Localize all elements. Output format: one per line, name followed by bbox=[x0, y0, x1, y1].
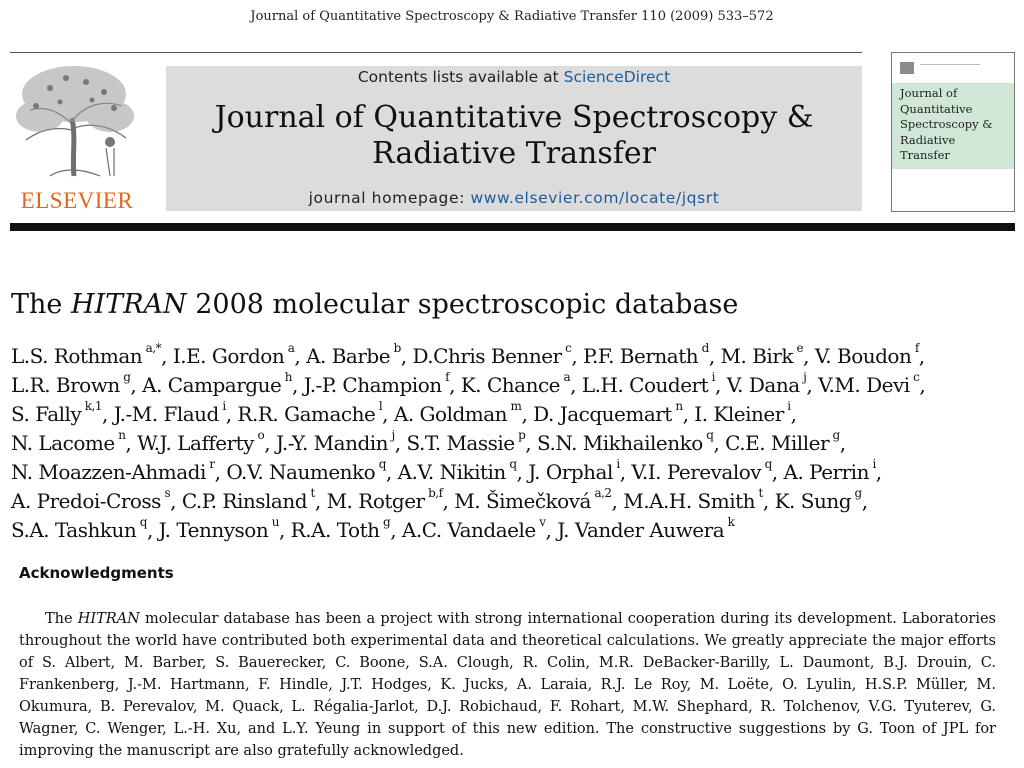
author-name: S. Fally bbox=[11, 402, 82, 426]
author-affiliation[interactable]: o bbox=[257, 428, 265, 443]
author-name: P.F. Bernath bbox=[583, 344, 699, 368]
author-name: V. Boudon bbox=[814, 344, 912, 368]
cover-title-line: Transfer bbox=[900, 148, 950, 162]
title-suffix: 2008 molecular spectroscopic database bbox=[186, 289, 739, 320]
author-name: J. Orphal bbox=[528, 460, 613, 484]
author-name: I.E. Gordon bbox=[172, 344, 285, 368]
author-name: C.P. Rinsland bbox=[181, 489, 308, 513]
author-affiliation[interactable]: c bbox=[913, 370, 920, 385]
contents-line bbox=[166, 68, 862, 86]
author-affiliation[interactable]: g bbox=[854, 486, 862, 501]
author-affiliation[interactable]: r bbox=[209, 457, 215, 472]
sciencedirect-link[interactable]: ScienceDirect bbox=[563, 68, 671, 86]
author-list bbox=[11, 342, 1016, 545]
journal-masthead bbox=[166, 66, 862, 211]
author-affiliation[interactable]: q bbox=[706, 428, 714, 443]
acknowledgments-body bbox=[19, 608, 996, 762]
author-affiliation[interactable]: v bbox=[539, 515, 546, 530]
author-name: L.H. Coudert bbox=[581, 373, 709, 397]
author-line: L.S. Rothman $^{a,*}$, I.E. Gordon $^a$, A. Barbe $^b$, D.Chris Benner $^c$, P.F. Bernath $^d$, M. Birk $^e$, V. Boudon $^f$, bbox=[11, 341, 925, 368]
header-rule bbox=[10, 52, 862, 53]
title-prefix: The bbox=[11, 289, 71, 320]
author-affiliation[interactable]: g bbox=[383, 515, 391, 530]
author-affiliation[interactable]: h bbox=[284, 370, 293, 385]
cover-title-line: Radiative bbox=[900, 132, 956, 147]
author-name: I. Kleiner bbox=[694, 402, 784, 426]
author-affiliation[interactable]: t bbox=[310, 486, 315, 501]
journal-title-line1: Journal of Quantitative Spectroscopy & bbox=[214, 100, 814, 135]
elsevier-tree-icon bbox=[10, 64, 144, 184]
author-name: K. Sung bbox=[774, 489, 852, 513]
author-name: L.S. Rothman bbox=[11, 344, 143, 368]
author-name: A.V. Nikitin bbox=[397, 460, 506, 484]
acknowledgments-heading: Acknowledgments bbox=[19, 564, 174, 582]
author-affiliation[interactable]: i bbox=[711, 370, 715, 385]
author-affiliation[interactable]: e bbox=[796, 341, 804, 356]
author-name: J. Tennyson bbox=[158, 518, 269, 542]
author-affiliation[interactable]: t bbox=[758, 486, 763, 501]
author-affiliation[interactable]: n bbox=[118, 428, 126, 443]
author-name: R.R. Gamache bbox=[237, 402, 376, 426]
author-name: M.A.H. Smith bbox=[623, 489, 756, 513]
author-name: S.N. Mikhailenko bbox=[537, 431, 703, 455]
author-name: A. Campargue bbox=[142, 373, 282, 397]
author-affiliation[interactable]: k bbox=[727, 515, 735, 530]
cover-title bbox=[900, 86, 1012, 164]
author-affiliation[interactable]: m bbox=[510, 399, 522, 414]
author-affiliation[interactable]: g bbox=[123, 370, 131, 385]
author-affiliation[interactable]: a,2 bbox=[594, 486, 612, 501]
author-name: O.V. Naumenko bbox=[226, 460, 376, 484]
ack-rest: molecular database has been a project with strong international cooperation during its development. Laboratories throughout the world have contributed both experimental data and theoretical calculations. We greatly appreciate the major efforts of S. Albert, M. Barber, S. Bauerecker, C. Boone, S.A. Clough, R. Colin, M.R. DeBacker-Barilly, L. Daumont, B.J. Drouin, C. Frankenberg, J.-M. Hartmann, F. Hindle, J.T. Hodges, K. Jucks, A. Laraia, R.J. Le Roy, M. Loëte, O. Lyulin, H.S.P. Müller, M. Okumura, B. Perevalov, M. Quack, L. Régalia-Jarlot, D.J. Robichaud, F. Rohart, M.W. Shephard, R. Tolchenov, V.G. Tyuterev, G. Wagner, C. Wenger, L.-H. Xu, and L.Y. Yeung in support of this new edition. The constructive suggestions by G. Toon of JPL for improving the manuscript are also gratefully acknowledged. bbox=[19, 611, 996, 759]
author-name: A.C. Vandaele bbox=[401, 518, 536, 542]
author-name: C.E. Miller bbox=[725, 431, 829, 455]
author-name: R.A. Toth bbox=[290, 518, 380, 542]
ack-prefix: The bbox=[45, 611, 78, 627]
author-line: A. Predoi-Cross $^s$, C.P. Rinsland $^t$, M. Rotger $^{b,f}$, M. Šimečková $^{a,2}$, M.A.H. Smith $^t$, K. Sung $^g$, bbox=[11, 486, 868, 513]
author-affiliation[interactable]: k,1 bbox=[84, 399, 102, 414]
author-affiliation[interactable]: a,* bbox=[145, 341, 162, 356]
title-italic: HITRAN bbox=[70, 289, 187, 320]
author-affiliation[interactable]: u bbox=[271, 515, 279, 530]
author-affiliation[interactable]: i bbox=[222, 399, 226, 414]
author-name: N. Moazzen-Ahmadi bbox=[11, 460, 206, 484]
ack-italic: HITRAN bbox=[77, 611, 140, 627]
author-affiliation[interactable]: g bbox=[832, 428, 840, 443]
author-name: D. Jacquemart bbox=[533, 402, 672, 426]
author-affiliation[interactable]: b,f bbox=[428, 486, 443, 501]
author-name: A. Barbe bbox=[306, 344, 391, 368]
author-name: L.R. Brown bbox=[11, 373, 120, 397]
elsevier-logo bbox=[10, 64, 144, 214]
publisher-name: ELSEVIER bbox=[20, 188, 134, 213]
homepage-line bbox=[166, 189, 862, 207]
author-name: W.J. Lafferty bbox=[137, 431, 254, 455]
cover-rule bbox=[920, 64, 980, 65]
author-name: A. Goldman bbox=[393, 402, 508, 426]
author-affiliation[interactable]: i bbox=[872, 457, 876, 472]
author-affiliation[interactable]: q bbox=[378, 457, 386, 472]
author-affiliation[interactable]: c bbox=[565, 341, 572, 356]
cover-logo-icon bbox=[900, 62, 914, 74]
author-affiliation[interactable]: f bbox=[914, 341, 919, 356]
author-name: K. Chance bbox=[460, 373, 560, 397]
author-affiliation[interactable]: s bbox=[164, 486, 171, 501]
running-head: Journal of Quantitative Spectroscopy & Radiative Transfer 110 (2009) 533–572 bbox=[250, 9, 774, 24]
cover-title-line: Journal of bbox=[900, 86, 958, 100]
author-affiliation[interactable]: i bbox=[616, 457, 620, 472]
author-name: V.I. Perevalov bbox=[631, 460, 762, 484]
author-name: N. Lacome bbox=[11, 431, 115, 455]
journal-title-line2: Radiative Transfer bbox=[372, 136, 656, 171]
article-title bbox=[11, 289, 1016, 320]
cover-title-line: Quantitative bbox=[900, 101, 973, 116]
author-affiliation[interactable]: n bbox=[675, 399, 683, 414]
author-name: V.M. Devi bbox=[818, 373, 910, 397]
author-affiliation[interactable]: a bbox=[287, 341, 295, 356]
journal-homepage-link[interactable]: www.elsevier.com/locate/jqsrt bbox=[470, 189, 720, 207]
author-line: N. Moazzen-Ahmadi $^r$, O.V. Naumenko $^q$, A.V. Nikitin $^q$, J. Orphal $^i$, V.I. Perevalov $^q$, A. Perrin $^i$, bbox=[11, 457, 882, 484]
author-name: A. Perrin bbox=[783, 460, 869, 484]
homepage-prefix: journal homepage: bbox=[308, 189, 471, 207]
author-line: L.R. Brown $^g$, A. Campargue $^h$, J.-P. Champion $^f$, K. Chance $^a$, L.H. Coudert $^i$, V. Dana $^j$, V.M. Devi $^c$, bbox=[11, 370, 926, 397]
masthead-rule bbox=[10, 223, 1015, 231]
author-name: M. Rotger bbox=[326, 489, 425, 513]
author-affiliation[interactable]: i bbox=[787, 399, 791, 414]
author-affiliation[interactable]: l bbox=[378, 399, 383, 414]
author-name: S.T. Massie bbox=[406, 431, 515, 455]
author-name: M. Birk bbox=[720, 344, 793, 368]
contents-prefix: Contents lists available at bbox=[357, 68, 564, 86]
author-name: J. Vander Auwera bbox=[557, 518, 725, 542]
author-affiliation[interactable]: b bbox=[393, 341, 401, 356]
author-affiliation[interactable]: q bbox=[139, 515, 147, 530]
journal-cover-thumbnail bbox=[891, 52, 1015, 212]
author-affiliation[interactable]: q bbox=[764, 457, 772, 472]
author-name: D.Chris Benner bbox=[412, 344, 562, 368]
cover-title-line: Spectroscopy & bbox=[900, 117, 993, 131]
author-line: S.A. Tashkun $^q$, J. Tennyson $^u$, R.A. Toth $^g$, A.C. Vandaele $^v$, J. Vander Auwera $^k$ bbox=[11, 515, 735, 542]
author-name: A. Predoi-Cross bbox=[11, 489, 161, 513]
journal-title bbox=[166, 100, 862, 172]
author-affiliation[interactable]: d bbox=[701, 341, 709, 356]
author-name: M. Šimečková bbox=[454, 489, 591, 513]
author-affiliation[interactable]: j bbox=[803, 370, 807, 385]
author-line: N. Lacome $^n$, W.J. Lafferty $^o$, J.-Y. Mandin $^j$, S.T. Massie $^p$, S.N. Mikhailenko $^q$, C.E. Miller $^g$, bbox=[11, 428, 846, 455]
author-affiliation[interactable]: a bbox=[563, 370, 571, 385]
author-name: S.A. Tashkun bbox=[11, 518, 137, 542]
author-name: J.-Y. Mandin bbox=[275, 431, 389, 455]
author-affiliation[interactable]: p bbox=[518, 428, 526, 443]
author-affiliation[interactable]: j bbox=[391, 428, 395, 443]
author-name: J.-M. Flaud bbox=[113, 402, 219, 426]
author-name: V. Dana bbox=[726, 373, 800, 397]
author-affiliation[interactable]: q bbox=[509, 457, 517, 472]
author-name: J.-P. Champion bbox=[303, 373, 442, 397]
author-line: S. Fally $^{k,1}$, J.-M. Flaud $^i$, R.R. Gamache $^l$, A. Goldman $^m$, D. Jacquemart $^n$, I. Kleiner $^i$, bbox=[11, 399, 797, 426]
author-affiliation[interactable]: f bbox=[445, 370, 450, 385]
